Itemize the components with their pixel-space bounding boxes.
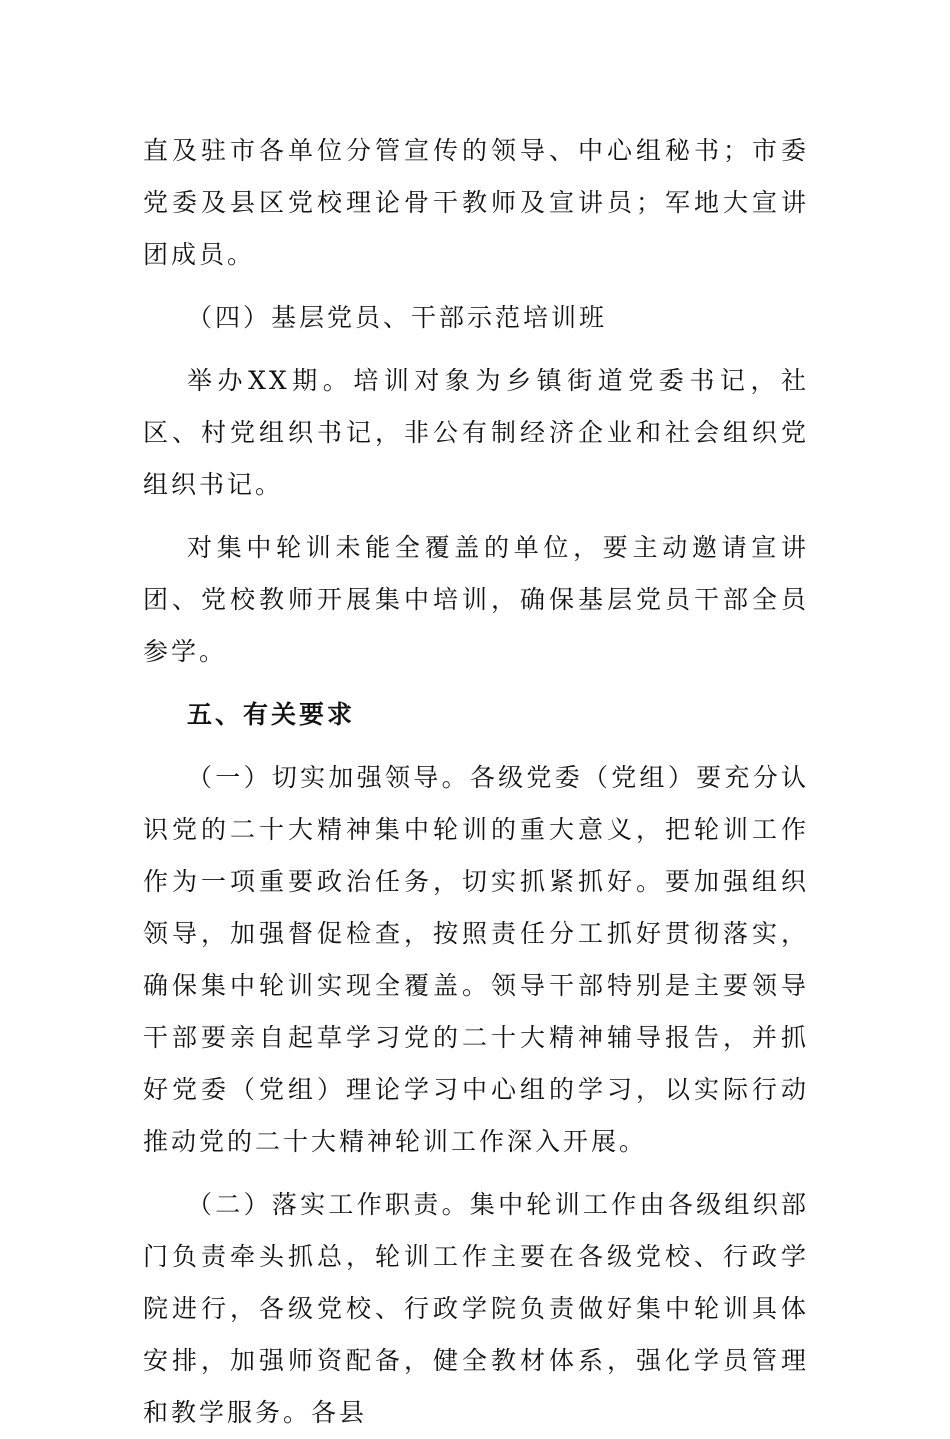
subheading-grassroots-training: （四）基层党员、干部示范培训班 bbox=[187, 303, 608, 332]
paragraph-strengthen-leadership: （一）切实加强领导。各级党委（党组）要充分认识党的二十大精神集中轮训的重大意义，把轮训工作作为一项重要政治任务，切实抓紧抓好。要加强组织领导，加强督促检查，按照责任分工抓好贯彻落实，确保集中轮训实现全覆盖。领导干部特别是主要领导干部要亲自起草学习党的二十大精神辅导报告，并抓好党委（党组）理论学习中心组的学习，以实际行动推动党的二十大精神轮训工作深入开展。 bbox=[143, 763, 809, 1156]
paragraph-continuation: 直及驻市各单位分管宣传的领导、中心组秘书；市委党委及县区党校理论骨干教师及宣讲员；军地大宣讲团成员。 bbox=[143, 136, 809, 269]
paragraph-training-targets: 举办XX期。培训对象为乡镇街道党委书记，社区、村党组织书记，非公有制经济企业和社会组织党组织书记。 bbox=[143, 366, 809, 499]
section-heading-requirements: 五、有关要求 bbox=[187, 700, 356, 729]
document-body bbox=[143, 125, 809, 1439]
paragraph-implement-duties: （二）落实工作职责。集中轮训工作由各级组织部门负责牵头抓总，轮训工作主要在各级党校、行政学院进行，各级党校、行政学院负责做好集中轮训具体安排，加强师资配备，健全教材体系，强化学员管理和教学服务。各县 bbox=[143, 1190, 809, 1427]
paragraph-coverage: 对集中轮训未能全覆盖的单位，要主动邀请宣讲团、党校教师开展集中培训，确保基层党员干部全员参学。 bbox=[143, 533, 809, 666]
